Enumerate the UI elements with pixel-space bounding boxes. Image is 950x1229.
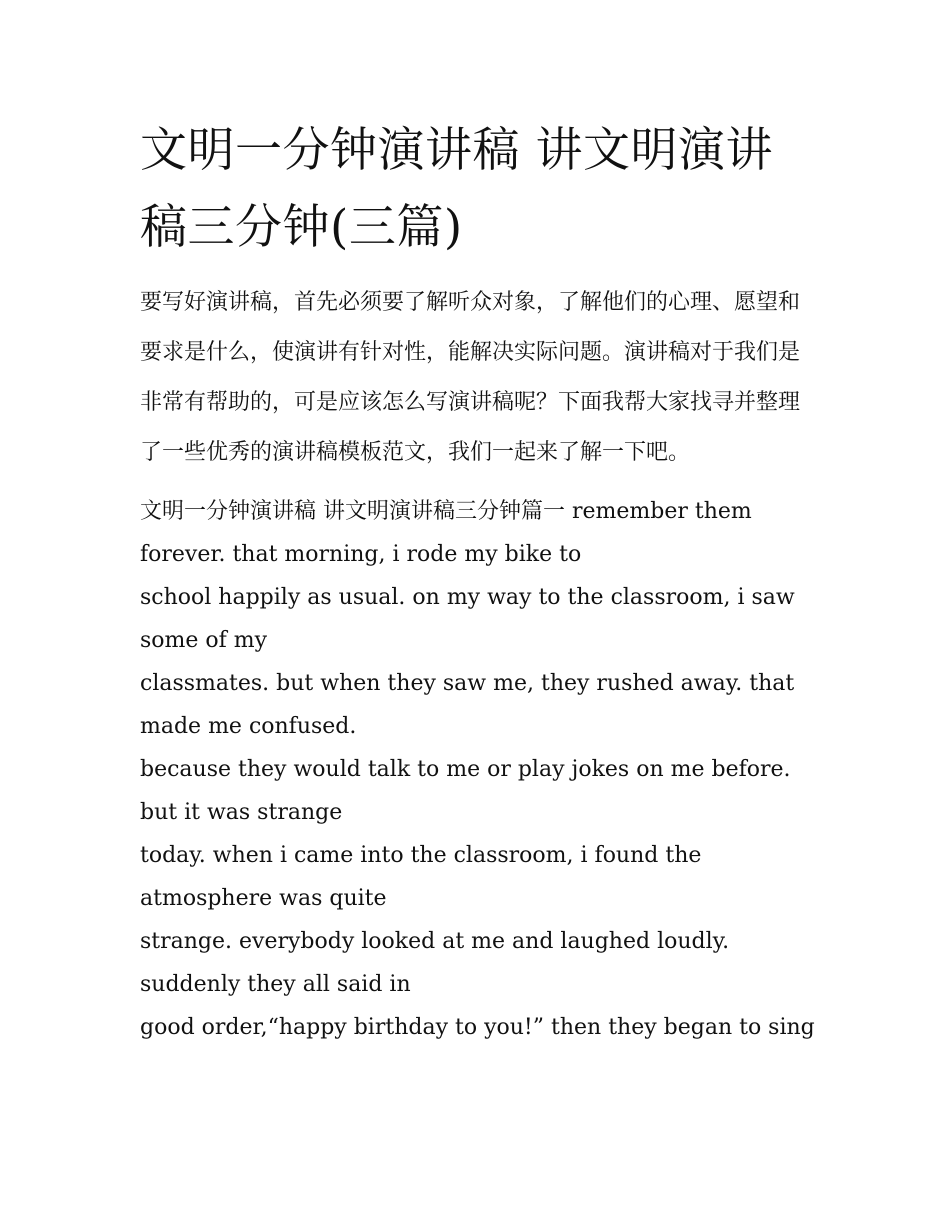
essay-line: 文明一分钟演讲稿 讲文明演讲稿三分钟篇一 remember them forever. that morning, i rode my bike to <box>140 499 752 567</box>
essay-line: school happily as usual. on my way to the classroom, i saw some of my <box>140 585 795 653</box>
essay-body <box>140 490 815 1049</box>
intro-paragraph: 要写好演讲稿，首先必须要了解听众对象，了解他们的心理、愿望和要求是什么，使演讲有针对性，能解决实际问题。演讲稿对于我们是非常有帮助的，可是应该怎么写演讲稿呢？下面我帮大家找寻并整理了一些优秀的演讲稿模板范文，我们一起来了解一下吧。 <box>140 290 801 465</box>
document-title: 文明一分钟演讲稿 讲文明演讲稿三分钟(三篇) <box>140 123 773 255</box>
essay-line: today. when i came into the classroom, i found the atmosphere was quite <box>140 843 702 911</box>
essay-line: because they would talk to me or play jokes on me before. but it was strange <box>140 757 791 825</box>
document-page <box>140 112 815 1049</box>
essay-line: strange. everybody looked at me and laughed loudly. suddenly they all said in <box>140 929 730 997</box>
essay-line: good order,“happy birthday to you!” then they began to sing <box>140 1015 815 1040</box>
essay-line: classmates. but when they saw me, they rushed away. that made me confused. <box>140 671 795 739</box>
